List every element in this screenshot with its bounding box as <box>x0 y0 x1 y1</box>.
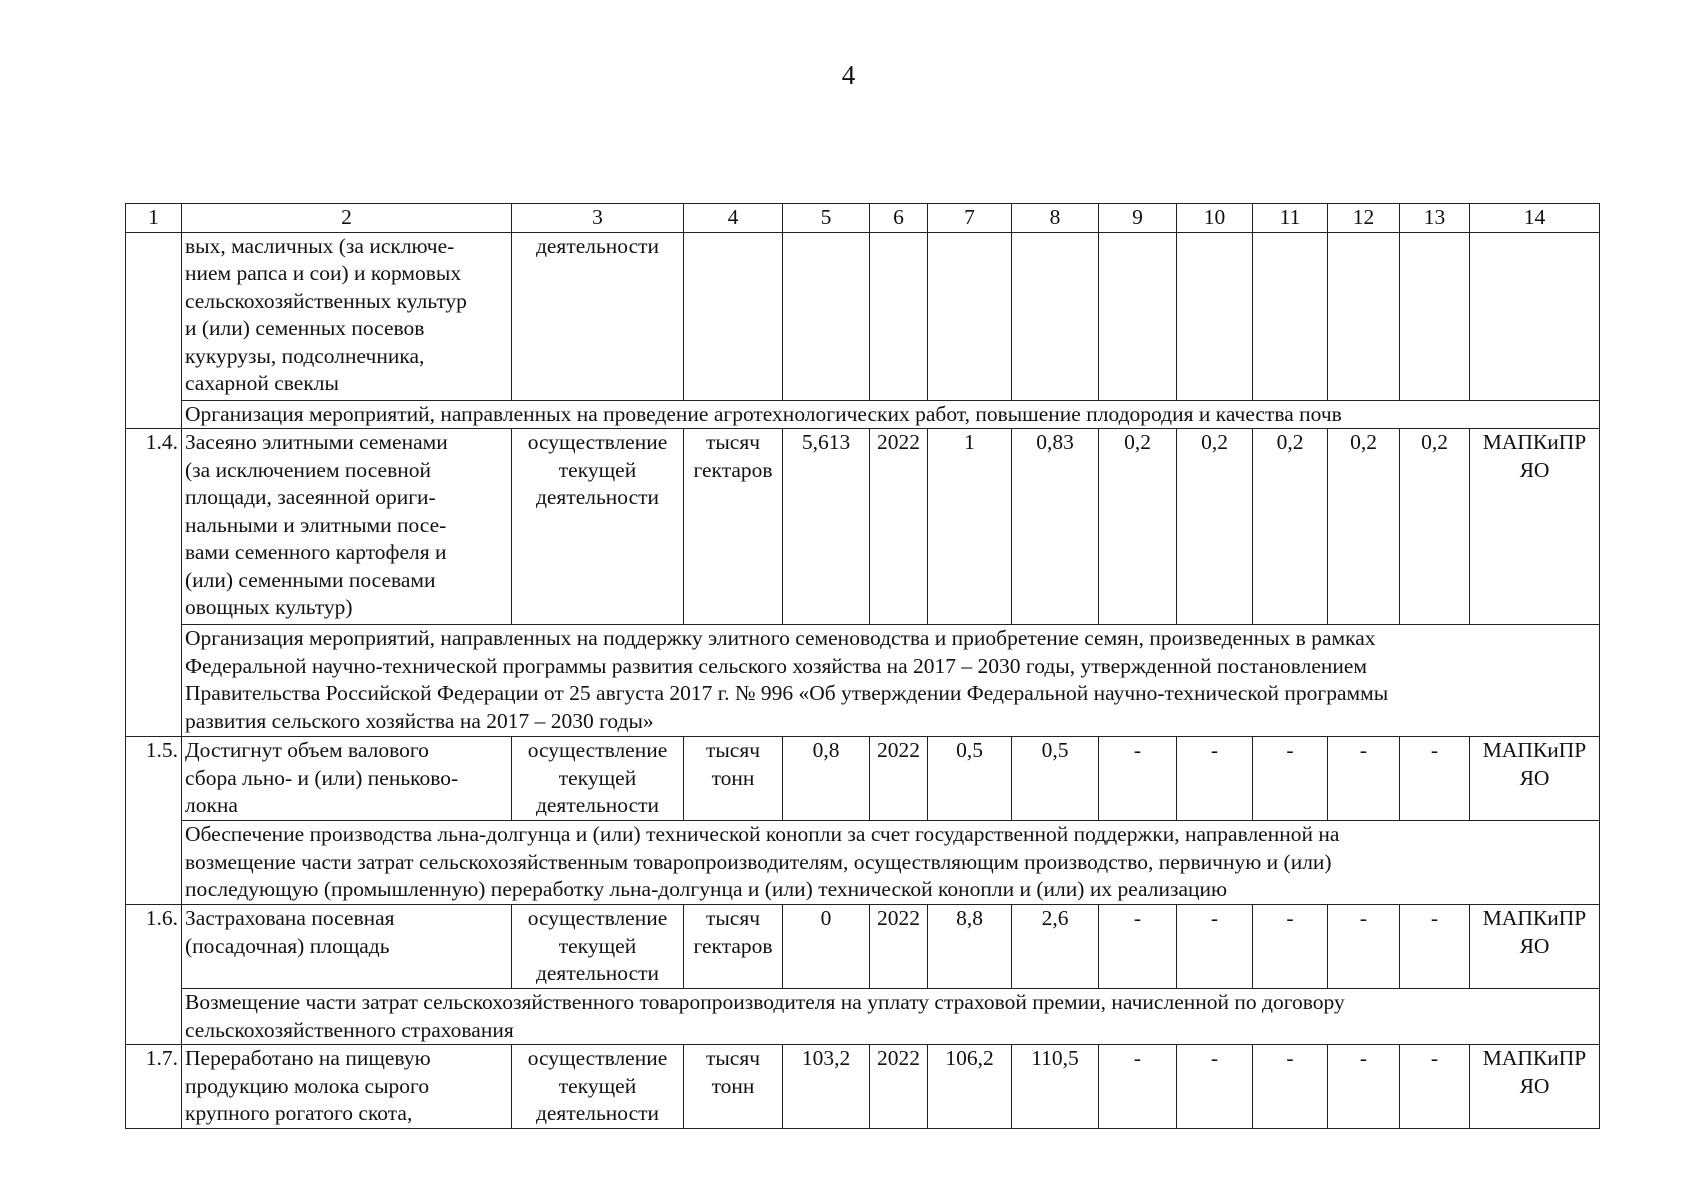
cell-type: деятельности <box>512 232 684 400</box>
cell-value-13: 0,2 <box>1400 429 1470 625</box>
cell-value-8: 2,6 <box>1012 905 1099 989</box>
cell-value-7: 1 <box>928 429 1012 625</box>
col-header-11: 11 <box>1253 204 1328 233</box>
cell-value-11: - <box>1253 905 1328 989</box>
cell-value-13: - <box>1400 905 1470 989</box>
col-header-14: 14 <box>1470 204 1600 233</box>
cell-name: Переработано на пищевую продукцию молока сырого крупного рогатого скота, <box>182 1045 512 1129</box>
measure-text: Организация мероприятий, направленных на поддержку элитного семеноводства и приобретение семян, произведенных в рамках Федеральной научно-технической программы развития сельского хозяйства на 2017 – 2030 годы, утвержденной постановлением Правительства Российской Федерации от 25 августа 2017 г. № 996 «Об утверждении Федеральной научно-технической программы развития сельского хозяйства на 2017 – 2030 годы» <box>182 625 1600 737</box>
measure-text: Организация мероприятий, направленных на проведение агротехнологических работ, повышение плодородия и качества почв <box>182 400 1600 429</box>
cell-empty <box>1099 232 1177 400</box>
cell-empty <box>1012 232 1099 400</box>
cell-empty <box>684 232 783 400</box>
cell-base-value: 103,2 <box>783 1045 870 1129</box>
cell-value-9: - <box>1099 905 1177 989</box>
cell-num: 1.5. <box>126 737 182 905</box>
cell-num <box>126 232 182 429</box>
cell-value-11: 0,2 <box>1253 429 1328 625</box>
cell-base-year: 2022 <box>870 905 928 989</box>
measure-text: Возмещение части затрат сельскохозяйственного товаропроизводителя на уплату страховой премии, начисленной по договору сельскохозяйственного страхования <box>182 989 1600 1045</box>
cell-unit: тысяч тонн <box>684 1045 783 1129</box>
table-row <box>126 1045 1600 1129</box>
cell-type: осуществление текущей деятельности <box>512 737 684 821</box>
col-header-9: 9 <box>1099 204 1177 233</box>
cell-value-8: 0,5 <box>1012 737 1099 821</box>
cell-value-7: 8,8 <box>928 905 1012 989</box>
cell-value-7: 106,2 <box>928 1045 1012 1129</box>
cell-responsible: МАПКиПР ЯО <box>1470 1045 1600 1129</box>
cell-responsible: МАПКиПР ЯО <box>1470 737 1600 821</box>
cell-name: Застрахована посевная (посадочная) площадь <box>182 905 512 989</box>
cell-num: 1.6. <box>126 905 182 1045</box>
cell-base-year: 2022 <box>870 1045 928 1129</box>
cell-type: осуществление текущей деятельности <box>512 1045 684 1129</box>
cell-value-12: - <box>1328 1045 1400 1129</box>
cell-type: осуществление текущей деятельности <box>512 429 684 625</box>
cell-empty <box>928 232 1012 400</box>
cell-empty <box>870 232 928 400</box>
cell-value-12: - <box>1328 905 1400 989</box>
col-header-6: 6 <box>870 204 928 233</box>
page-number: 4 <box>841 60 856 90</box>
cell-empty <box>1177 232 1253 400</box>
cell-value-8: 0,83 <box>1012 429 1099 625</box>
col-header-1: 1 <box>126 204 182 233</box>
measure-row <box>126 821 1600 905</box>
cell-num: 1.7. <box>126 1045 182 1129</box>
cell-name: вых, масличных (за исключе- нием рапса и сои) и кормовых сельскохозяйственных культур и (или) семенных посевов кукурузы, подсолнечника, сахарной свеклы <box>182 232 512 400</box>
col-header-12: 12 <box>1328 204 1400 233</box>
cell-value-10: - <box>1177 905 1253 989</box>
column-number-header <box>126 204 1600 233</box>
cell-responsible: МАПКиПР ЯО <box>1470 429 1600 625</box>
col-header-7: 7 <box>928 204 1012 233</box>
cell-value-9: - <box>1099 1045 1177 1129</box>
cell-base-year: 2022 <box>870 429 928 625</box>
col-header-5: 5 <box>783 204 870 233</box>
cell-value-12: - <box>1328 737 1400 821</box>
cell-unit: тысяч гектаров <box>684 429 783 625</box>
cell-value-13: - <box>1400 1045 1470 1129</box>
cell-value-13: - <box>1400 737 1470 821</box>
table-row <box>126 737 1600 821</box>
cell-value-10: - <box>1177 737 1253 821</box>
cell-value-11: - <box>1253 1045 1328 1129</box>
col-header-13: 13 <box>1400 204 1470 233</box>
cell-base-value: 0,8 <box>783 737 870 821</box>
col-header-8: 8 <box>1012 204 1099 233</box>
measure-row <box>126 400 1600 429</box>
cell-value-11: - <box>1253 737 1328 821</box>
col-header-4: 4 <box>684 204 783 233</box>
indicators-table <box>125 203 1600 1129</box>
cell-type: осуществление текущей деятельности <box>512 905 684 989</box>
col-header-10: 10 <box>1177 204 1253 233</box>
cell-name: Засеяно элитными семенами (за исключением посевной площади, засеянной ориги- нальными и элитными посе- вами семенного картофеля и (или) семенными посевами овощных культур) <box>182 429 512 625</box>
table-row <box>126 232 1600 400</box>
cell-value-10: - <box>1177 1045 1253 1129</box>
cell-base-year: 2022 <box>870 737 928 821</box>
cell-name: Достигнут объем валового сбора льно- и (или) пеньково- локна <box>182 737 512 821</box>
cell-empty <box>1253 232 1328 400</box>
cell-empty <box>1400 232 1470 400</box>
cell-base-value: 0 <box>783 905 870 989</box>
col-header-2: 2 <box>182 204 512 233</box>
cell-base-value: 5,613 <box>783 429 870 625</box>
table-row <box>126 429 1600 625</box>
cell-empty <box>783 232 870 400</box>
cell-empty <box>1470 232 1600 400</box>
table-row <box>126 905 1600 989</box>
cell-num: 1.4. <box>126 429 182 737</box>
measure-row <box>126 989 1600 1045</box>
measure-row <box>126 625 1600 737</box>
cell-unit: тысяч тонн <box>684 737 783 821</box>
cell-value-9: - <box>1099 737 1177 821</box>
cell-unit: тысяч гектаров <box>684 905 783 989</box>
cell-empty <box>1328 232 1400 400</box>
cell-value-7: 0,5 <box>928 737 1012 821</box>
cell-value-12: 0,2 <box>1328 429 1400 625</box>
cell-value-8: 110,5 <box>1012 1045 1099 1129</box>
cell-value-9: 0,2 <box>1099 429 1177 625</box>
col-header-3: 3 <box>512 204 684 233</box>
cell-value-10: 0,2 <box>1177 429 1253 625</box>
cell-responsible: МАПКиПР ЯО <box>1470 905 1600 989</box>
measure-text: Обеспечение производства льна-долгунца и (или) технической конопли за счет государственной поддержки, направленной на возмещение части затрат сельскохозяйственным товаропроизводителям, осуществляющим производство, первичную и (или) последующую (промышленную) переработку льна-долгунца и (или) технической конопли и (или) их реализацию <box>182 821 1600 905</box>
